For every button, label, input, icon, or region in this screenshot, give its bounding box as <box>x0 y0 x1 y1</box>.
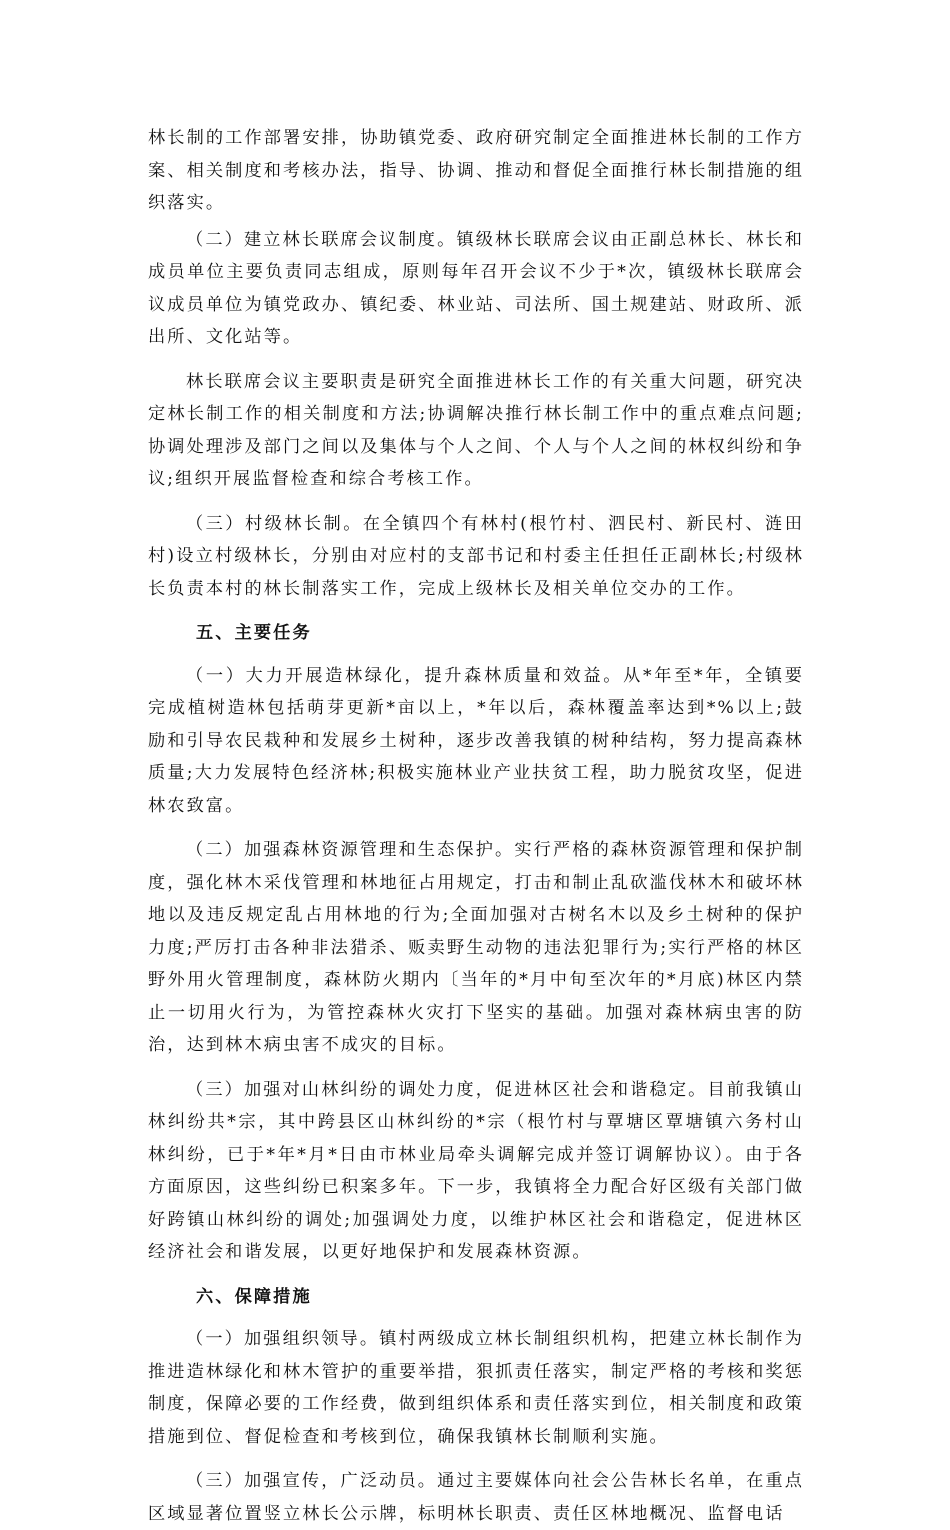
section-heading-safeguards: 六、保障措施 <box>196 1286 312 1307</box>
section-heading-main-tasks: 五、主要任务 <box>196 623 312 643</box>
paragraph-resource-management: （二）加强森林资源管理和生态保护。实行严格的森林资源管理和保护制度，强化林木采伐管理和林地征占用规定，打击和制止乱砍滥伐林木和破坏林地以及违反规定乱占用林地的行为;全面加强对古树名木以及乡土树种的保护力度;严厉打击各种非法猎杀、贩卖野生动物的违法犯罪行为;实行严格的林区野外用火管理制度，森林防火期内〔当年的*月中旬至次年的*月底)林区内禁止一切用火行为，为管控森林火灾打下坚实的基础。加强对森林病虫害的防治，达到林木病虫害不成灾的目标。 <box>148 840 804 1055</box>
paragraph-continuation: 林长制的工作部署安排，协助镇党委、政府研究制定全面推进林长制的工作方案、相关制度和考核办法，指导、协调、推动和督促全面推行林长制措施的组织落实。 <box>148 128 804 213</box>
paragraph-joint-meeting-system: （二）建立林长联席会议制度。镇级林长联席会议由正副总林长、林长和成员单位主要负责同志组成，原则每年召开会议不少于*次，镇级林长联席会议成员单位为镇党政办、镇纪委、林业站、司法所、国土规建站、财政所、派出所、文化站等。 <box>148 229 804 347</box>
paragraph-afforestation: （一）大力开展造林绿化，提升森林质量和效益。从*年至*年，全镇要完成植树造林包括萌芽更新*亩以上，*年以后，森林覆盖率达到*%以上;鼓励和引导农民栽种和发展乡土树种，逐步改善我镇的树种结构，努力提高森林质量;大力发展特色经济林;积极实施林业产业扶贫工程，助力脱贫攻坚，促进林农致富。 <box>148 665 804 816</box>
paragraph-organization-leadership: （一）加强组织领导。镇村两级成立林长制组织机构，把建立林长制作为推进造林绿化和林木管护的重要举措，狠抓责任落实，制定严格的考核和奖惩制度，保障必要的工作经费，做到组织体系和责任落实到位，相关制度和政策措施到位、督促检查和考核到位，确保我镇林长制顺利实施。 <box>148 1329 804 1447</box>
document-page <box>148 122 804 1530</box>
paragraph-joint-meeting-duties: 林长联席会议主要职责是研究全面推进林长工作的有关重大问题，研究决定林长制工作的相关制度和方法;协调解决推行林长制工作中的重点难点问题;协调处理涉及部门之间以及集体与个人之间、个人与个人之间的林权纠纷和争议;组织开展监督检查和综合考核工作。 <box>148 371 804 489</box>
paragraph-dispute-mediation: （三）加强对山林纠纷的调处力度，促进林区社会和谐稳定。目前我镇山林纠纷共*宗，其中跨县区山林纠纷的*宗（根竹村与覃塘区覃塘镇六务村山林纠纷，已于*年*月*日由市林业局牵头调解完成并签订调解协议）。由于各方面原因，这些纠纷已积案多年。下一步，我镇将全力配合好区级有关部门做好跨镇山林纠纷的调处;加强调处力度，以维护林区社会和谐稳定，促进林区经济社会和谐发展，以更好地保护和发展森林资源。 <box>148 1079 804 1262</box>
paragraph-village-forest-chief: （三）村级林长制。在全镇四个有林村(根竹村、泗民村、新民村、涟田村)设立村级林长，分别由对应村的支部书记和村委主任担任正副林长;村级林长负责本村的林长制落实工作，完成上级林长及相关单位交办的工作。 <box>148 513 804 599</box>
paragraph-publicity: （三）加强宣传，广泛动员。通过主要媒体向社会公告林长名单，在重点区域显著位置竖立林长公示牌，标明林长职责、责任区林地概况、监督电话 <box>148 1471 804 1524</box>
